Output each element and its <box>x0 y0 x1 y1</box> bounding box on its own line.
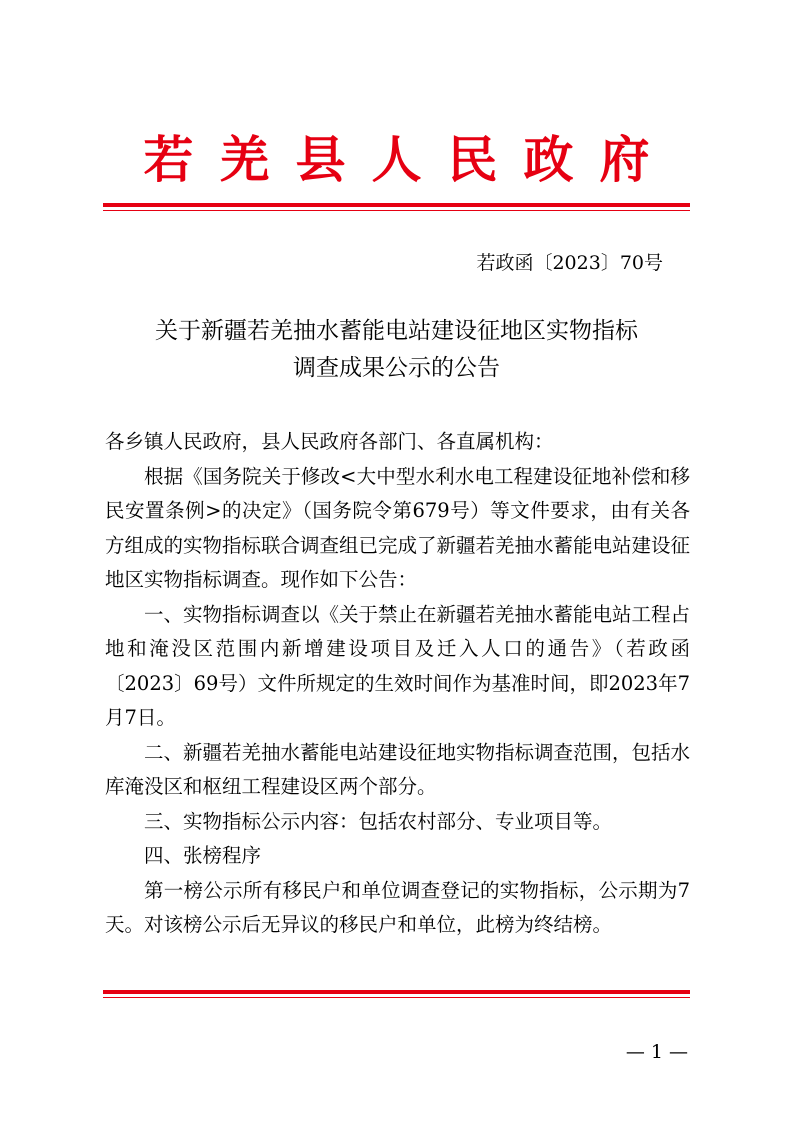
paragraph-first-notice: 第一榜公示所有移民户和单位调查登记的实物指标，公示期为7天。对该榜公示后无异议的移民户和单位，此榜为终结榜。 <box>105 878 690 936</box>
document-body <box>105 425 690 943</box>
header-red-rule-thick <box>103 203 690 207</box>
document-title-line-1: 关于新疆若羌抽水蓄能电站建设征地区实物指标 <box>155 318 638 344</box>
document-title-line-2: 调查成果公示的公告 <box>293 355 500 381</box>
header-red-rule-thin <box>103 210 690 211</box>
document-number: 若政函〔2023〕70号 <box>476 252 663 274</box>
salutation: 各乡镇人民政府，县人民政府各部门、各直属机构： <box>105 430 554 453</box>
page-number: — 1 — <box>625 1041 688 1063</box>
issuing-agency-header: 若羌县人民政府 <box>143 131 676 189</box>
paragraph-item-2: 二、新疆若羌抽水蓄能电站建设征地实物指标调查范围，包括水库淹没区和枢纽工程建设区两个部分。 <box>105 740 691 798</box>
document-title <box>0 313 793 387</box>
paragraph-item-1: 一、实物指标调查以《关于禁止在新疆若羌抽水蓄能电站工程占地和淹没区范围内新增建设项目及迁入人口的通告》（若政函〔2023〕69号）文件所规定的生效时间作为基准时间，即2023年7月7日。 <box>105 602 691 729</box>
paragraph-item-4-heading: 四、张榜程序 <box>144 844 262 867</box>
paragraph-intro: 根据《国务院关于修改<大中型水利水电工程建设征地补偿和移民安置条例>的决定》（国务院令第679号）等文件要求，由有关各方组成的实物指标联合调查组已完成了新疆若羌抽水蓄能电站建设征地区实物指标调查。现作如下公告： <box>105 464 691 591</box>
footer-red-rule-thin <box>103 997 690 998</box>
paragraph-item-3: 三、实物指标公示内容：包括农村部分、专业项目等。 <box>144 809 613 833</box>
footer-red-rule-thick <box>103 990 690 994</box>
